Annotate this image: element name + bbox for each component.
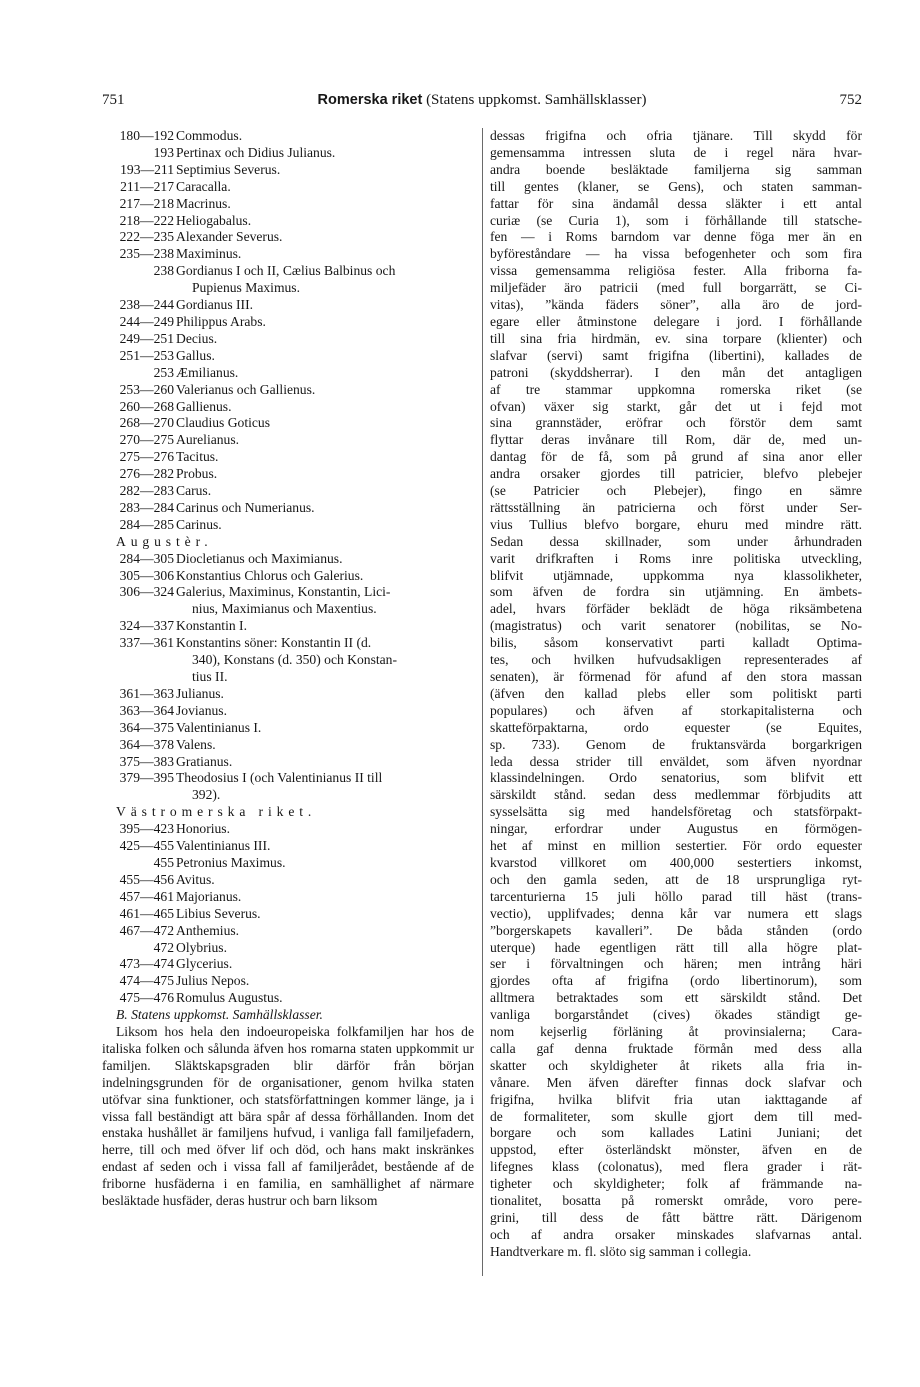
list-item	[102, 990, 474, 1007]
reign-years: 363—364	[119, 702, 174, 718]
reign-years: 472	[153, 939, 174, 955]
reign-years: 218—222	[119, 212, 174, 228]
text-line: nom kejserlig förläning åt provinsialerna; Cara-	[490, 1024, 862, 1040]
ruler-name-continued: Pupienus Maximus.	[192, 280, 300, 296]
ruler-name: Valerianus och Gallienus.	[176, 381, 316, 397]
reign-years: 474—475	[119, 973, 174, 989]
text-line: gemensamma intressen sluta de i regel nära hvar-	[490, 144, 862, 160]
list-item	[102, 348, 474, 365]
reign-years: 305—306	[119, 567, 174, 583]
list-item	[102, 365, 474, 382]
text-line: klassindelningen. Ordo senatorius, som blifvit ett	[490, 770, 862, 786]
list-item	[102, 246, 474, 263]
ruler-name: Anthemius.	[176, 922, 240, 938]
ruler-name: Valens.	[176, 736, 216, 752]
ruler-name: Konstantius Chlorus och Galerius.	[176, 567, 364, 583]
text-line: ser i förvaltningen och hären; men intrång häri	[490, 956, 862, 972]
text-line: varit drifkraften i Roms inre politiska utveckling,	[490, 550, 862, 566]
ruler-name: Galerius, Maximinus, Konstantin, Lici-	[176, 584, 391, 600]
list-item	[102, 415, 474, 432]
reign-years: 211—217	[120, 178, 174, 194]
text-line: vitas), ”kända fäders söner”, alla äro de jord-	[490, 297, 862, 313]
text-line: rättsställning än patricierna och först under Ser-	[490, 499, 862, 515]
reign-years: 244—249	[119, 313, 174, 329]
list-item	[102, 466, 474, 483]
list-item	[102, 770, 474, 787]
text-line: ningar, erfordrar under Augustus en förmögen-	[490, 821, 862, 837]
text-line: vanliga borgarståndet (cives) ökades ständigt ge-	[490, 1007, 862, 1023]
list-item	[102, 737, 474, 754]
ruler-name: Carinus och Numerianus.	[176, 499, 315, 515]
text-line: alltmera betraktades som ett särskildt stånd. Det	[490, 990, 862, 1006]
ruler-name-continued: 392).	[192, 787, 221, 803]
text-line: populares) och äfven af storkapitalisterna och	[490, 702, 862, 718]
list-item	[102, 263, 474, 280]
text-line: andra boende besläktade familjerna sig samman	[490, 161, 862, 177]
text-line: frigifna, hvilka blifvit fria utan iakttagande af	[490, 1091, 862, 1107]
ruler-name: Philippus Arabs.	[176, 313, 266, 329]
ruler-name: Honorius.	[176, 821, 230, 837]
text-line: tes, och hvilken hufvudsakligen representerades af	[490, 652, 862, 668]
ruler-name: Konstantin I.	[176, 618, 247, 634]
ruler-name: Petronius Maximus.	[176, 854, 286, 870]
text-line: gjordes ofta af frigifna (ordo libertinorum), som	[490, 973, 862, 989]
left-paragraph: Liksom hos hela den indoeuropeiska folkfamiljen har hos de italiska folken och sålunda äfven hos romarna staten uppkommit ur familjen. Släktskapsgraden blir därför från början indelningsgrunden för de organisationer, genom hvilka staten utöfvar sina funktioner, och statsförfattningen kommer länge, ja i vissa fall beständigt att bära spår af dessa förhållanden. Inom det enstaka hushållet är familjens hufvud, i vanliga fall familjefadern, herre, till och med öfver lif och död, och hans makt inskränkes endast af seden och i vissa fall af familjerådet, bestående af de friborne husfäderna i en familia, en samhällighet af närmare besläktade husfäder, deras hustrur och barn liksom	[102, 1024, 474, 1209]
ruler-name: Decius.	[176, 330, 218, 346]
reign-years: 217—218	[119, 195, 174, 211]
list-item	[102, 821, 474, 838]
text-line: ofvan) växer sig starkt, går det ut i fejd mot	[490, 398, 862, 414]
left-column	[102, 128, 474, 1210]
ruler-name: Æmilianus.	[176, 364, 239, 380]
running-title-bold: Romerska riket	[317, 92, 423, 108]
reign-years: 361—363	[119, 685, 174, 701]
ruler-name: Olybrius.	[176, 939, 227, 955]
ruler-name: Romulus Augustus.	[176, 990, 283, 1006]
text-line: andra orsaker gjordes till patricier, blefvo plebejer	[490, 466, 862, 482]
list-item	[102, 213, 474, 230]
reign-years: 395—423	[119, 821, 174, 837]
list-item	[102, 686, 474, 703]
text-line: som äfven de fordra sin utjämning. En ämbets-	[490, 584, 862, 600]
reign-years: 235—238	[119, 246, 174, 262]
west-heading: Västromerska riket.	[116, 804, 317, 820]
text-line: dantag för de få, som på grund af sina anor eller	[490, 449, 862, 465]
list-item	[102, 229, 474, 246]
text-line: och af andra orsaker minskades slafvarnas antal.	[490, 1226, 862, 1242]
ruler-name: Heliogabalus.	[176, 212, 252, 228]
text-line: leda dessa strider till enväldet, som äfven nyordnar	[490, 753, 862, 769]
list-item	[102, 500, 474, 517]
ruler-name: Gallus.	[176, 347, 215, 363]
text-line: (se Patricier och Plebejer), fingo en sämre	[490, 483, 862, 499]
ruler-name: Macrinus.	[176, 195, 231, 211]
text-line: blifvit utjämnade, uppkomma nya klassolikheter,	[490, 567, 862, 583]
reign-years: 284—285	[119, 516, 174, 532]
text-line: tigheter och skyldigheter; folk af främmande na-	[490, 1176, 862, 1192]
list-item	[102, 449, 474, 466]
list-item	[102, 297, 474, 314]
text-line: vissa gemensamma religiösa fester. Alla friborna fa-	[490, 263, 862, 279]
list-item	[102, 956, 474, 973]
ruler-name: Gordianus I och II, Cælius Balbinus och	[176, 263, 396, 279]
list-item	[102, 940, 474, 957]
list-item	[102, 720, 474, 737]
text-line: tarcenturierna 15 juli höllo parad till häst (trans-	[490, 888, 862, 904]
text-line: de formaliteter, som skulle gjort dem till med-	[490, 1108, 862, 1124]
text-line: till sina fria hirdmän, ev. sina torpare (klienter) och	[490, 330, 862, 346]
text-line: fen — i Roms barndom var denne föga mer än en	[490, 229, 862, 245]
ruler-name: Julius Nepos.	[176, 973, 250, 989]
list-item	[102, 973, 474, 990]
left-page-number: 751	[102, 92, 125, 108]
reign-years: 276—282	[119, 466, 174, 482]
column-divider	[482, 128, 483, 1276]
reign-years: 364—378	[119, 736, 174, 752]
list-item	[102, 162, 474, 179]
ruler-name: Pertinax och Didius Julianus.	[176, 144, 336, 160]
reign-years: 222—235	[119, 229, 174, 245]
ruler-name: Septimius Severus.	[176, 161, 281, 177]
text-line: adel, hvars förfäder beklädt de höga riksämbetena	[490, 601, 862, 617]
reign-years: 270—275	[119, 432, 174, 448]
running-title	[102, 92, 862, 109]
ruler-name: Julianus.	[176, 685, 224, 701]
right-paragraph	[490, 128, 862, 1261]
text-line: fattar för sina ändamål dessa släkter i ett antal	[490, 195, 862, 211]
ruler-name: Gratianus.	[176, 753, 233, 769]
text-line: skatter och skyldigheter åt rikets alla fria in-	[490, 1057, 862, 1073]
reign-years: 306—324	[119, 584, 174, 600]
text-line: skatteförpaktarna, ordo equester (se Equites,	[490, 719, 862, 735]
list-item	[102, 618, 474, 635]
list-item	[102, 923, 474, 940]
ruler-name: Valentinianus III.	[176, 838, 271, 854]
text-line: sp. 733). Genom de fruktansvärda borgarkrigen	[490, 736, 862, 752]
ruler-name: Gordianus III.	[176, 297, 254, 313]
reign-years: 461—465	[119, 905, 174, 921]
list-item	[102, 872, 474, 889]
text-line: byföreståndare — ha vissa befogenheter och som fira	[490, 246, 862, 262]
text-line: uterque) hade egentligen rätt till alla högre plat-	[490, 939, 862, 955]
text-line: slafvar (servi) samt frigifna (libertini), kallades de	[490, 347, 862, 363]
ruler-name: Aurelianus.	[176, 432, 240, 448]
ruler-name: Theodosius I (och Valentinianus II till	[176, 770, 383, 786]
text-line: vectio), upplifvades; denna kår var numera ett slags	[490, 905, 862, 921]
ruler-name: Maximinus.	[176, 246, 242, 262]
text-line: borgare och som kallades Latini Juniani; det	[490, 1125, 862, 1141]
text-line: dessas frigifna och ofria tjänare. Till skydd för	[490, 128, 862, 143]
text-line: calla gaf denna fruktade förmån med dess alla	[490, 1040, 862, 1056]
ruler-name-continued: nius, Maximianus och Maxentius.	[192, 601, 377, 617]
reign-years: 324—337	[119, 618, 174, 634]
list-item	[102, 196, 474, 213]
list-item	[102, 551, 474, 568]
ruler-name: Diocletianus och Maximianus.	[176, 550, 343, 566]
text-line: lifegnes klass (colonatus), med flera grader i rät-	[490, 1159, 862, 1175]
augusti-list	[102, 551, 474, 805]
ruler-name: Carus.	[176, 483, 212, 499]
text-line: miljefäder äro patricii (med full borgarrätt, se Ci-	[490, 280, 862, 296]
reign-years: 455	[153, 854, 174, 870]
reign-years: 238—244	[119, 297, 174, 313]
ruler-name: Glycerius.	[176, 956, 233, 972]
list-item	[102, 382, 474, 399]
reign-years: 253	[153, 364, 174, 380]
text-line: sina grannstäder, eröfrar och förstör dem samt	[490, 415, 862, 431]
reign-years: 249—251	[119, 330, 174, 346]
ruler-name: Valentinianus I.	[176, 719, 262, 735]
list-item	[102, 399, 474, 416]
reign-years: 251—253	[119, 347, 174, 363]
reign-years: 193	[153, 144, 174, 160]
list-item	[102, 145, 474, 162]
ruler-name: Jovianus.	[176, 702, 227, 718]
reign-years: 475—476	[119, 990, 174, 1006]
reign-years: 238	[153, 263, 174, 279]
text-line: Sedan dessa skillnader, som under århundraden	[490, 533, 862, 549]
text-line: senaten), är förmenad för afund af den stora massan	[490, 669, 862, 684]
reign-years: 455—456	[119, 871, 174, 887]
list-item	[102, 432, 474, 449]
reign-years: 364—375	[119, 719, 174, 735]
ruler-name: Probus.	[176, 466, 218, 482]
text-line: sysselsätta sig med handelsföretag och statsförpakt-	[490, 804, 862, 820]
list-item	[102, 517, 474, 534]
text-line: vånare. Men äfven därefter finnas dock slafvar och	[490, 1074, 862, 1090]
text-line: tionalitet, bosatta på romerskt område, voro pere-	[490, 1193, 862, 1209]
reign-years: 337—361	[119, 635, 174, 651]
list-item	[102, 128, 474, 145]
list-item	[102, 703, 474, 720]
emperor-list	[102, 128, 474, 534]
reign-years: 425—455	[119, 838, 174, 854]
text-line: af tre stammar uppkomna romerska riket (se	[490, 381, 862, 397]
list-item	[102, 483, 474, 500]
text-line: patroni (skyddsherrar). I den mån det antagligen	[490, 364, 862, 380]
reign-years: 260—268	[119, 398, 174, 414]
text-line: Handtverkare m. fl. slöto sig samman i collegia.	[490, 1243, 752, 1259]
text-line: ”borgerskapets kavalleri”. De båda stånden (ordo	[490, 922, 862, 938]
text-line: och den gamla seden, att de 18 ursprungliga ryt-	[490, 871, 862, 887]
text-line: bilis, såsom konservativt parti kalladt Optima-	[490, 635, 862, 651]
ruler-name: Libius Severus.	[176, 905, 261, 921]
reign-years: 268—270	[119, 415, 174, 431]
reign-years: 180—192	[119, 128, 174, 143]
ruler-name: Konstantins söner: Konstantin II (d.	[176, 635, 372, 651]
list-item	[102, 568, 474, 585]
ruler-name: Caracalla.	[176, 178, 231, 194]
page-header	[102, 92, 862, 114]
list-item	[102, 331, 474, 348]
ruler-name: Commodus.	[176, 128, 243, 143]
augusti-heading: Augustèr.	[116, 533, 213, 549]
right-column	[490, 128, 862, 1261]
reign-years: 282—283	[119, 483, 174, 499]
reign-years: 193—211	[120, 161, 174, 177]
ruler-name: Carinus.	[176, 516, 222, 532]
text-line: till gentes (klaner, se Gens), och staten samman-	[490, 178, 862, 194]
list-item	[102, 314, 474, 331]
text-line: het af minst en million sestertier. För ordo equester	[490, 838, 862, 854]
ruler-name: Claudius Goticus	[176, 415, 271, 431]
list-item	[102, 889, 474, 906]
reign-years: 379—395	[119, 770, 174, 786]
reign-years: 375—383	[119, 753, 174, 769]
text-line: flyttar deras invånare till Rom, där de, med un-	[490, 432, 862, 448]
ruler-name: Alexander Severus.	[176, 229, 283, 245]
list-item	[102, 179, 474, 196]
text-line: curiæ (se Curia 1), som i förhållande till statsche-	[490, 212, 862, 228]
reign-years: 283—284	[119, 499, 174, 515]
ruler-name: Majorianus.	[176, 888, 242, 904]
reign-years: 467—472	[119, 922, 174, 938]
list-item	[102, 584, 474, 601]
text-line: särskildt stånd. sedan dess medlemmar förbjudits att	[490, 787, 862, 803]
text-line: vius Tullius blefvo borgare, ehuru med mindre rätt.	[490, 516, 862, 532]
list-item	[102, 855, 474, 872]
ruler-name-continued: 340), Konstans (d. 350) och Konstan-	[192, 652, 398, 668]
list-item	[102, 635, 474, 652]
list-item	[102, 838, 474, 855]
text-line: (äfven den kallad plebs eller som politiskt parti	[490, 685, 862, 701]
ruler-name: Avitus.	[176, 871, 215, 887]
list-item	[102, 906, 474, 923]
reign-years: 275—276	[119, 449, 174, 465]
ruler-name-continued: tius II.	[192, 669, 228, 684]
right-page-number: 752	[839, 92, 862, 108]
list-item	[102, 754, 474, 771]
text-line: egare eller åtminstone delegare i jord. I förhållande	[490, 313, 862, 329]
reign-years: 253—260	[119, 381, 174, 397]
text-line: (magistratus) och varit senatorer (nobilitas, se No-	[490, 618, 862, 634]
text-line: kvarstod villkoret om 400,000 sestertiers inkomst,	[490, 854, 862, 870]
text-line: grini, till dess de fått bättre rätt. Därigenom	[490, 1210, 862, 1225]
west-list	[102, 821, 474, 1007]
reign-years: 284—305	[119, 550, 174, 566]
text-line: uppstod, efter österländskt mönster, äfven en de	[490, 1142, 862, 1158]
reign-years: 473—474	[119, 956, 174, 972]
section-heading: B. Statens uppkomst. Samhällsklasser.	[116, 1007, 323, 1023]
running-title-rest: (Statens uppkomst. Samhällsklasser)	[422, 92, 647, 108]
reign-years: 457—461	[119, 888, 174, 904]
ruler-name: Gallienus.	[176, 398, 232, 414]
ruler-name: Tacitus.	[176, 449, 219, 465]
